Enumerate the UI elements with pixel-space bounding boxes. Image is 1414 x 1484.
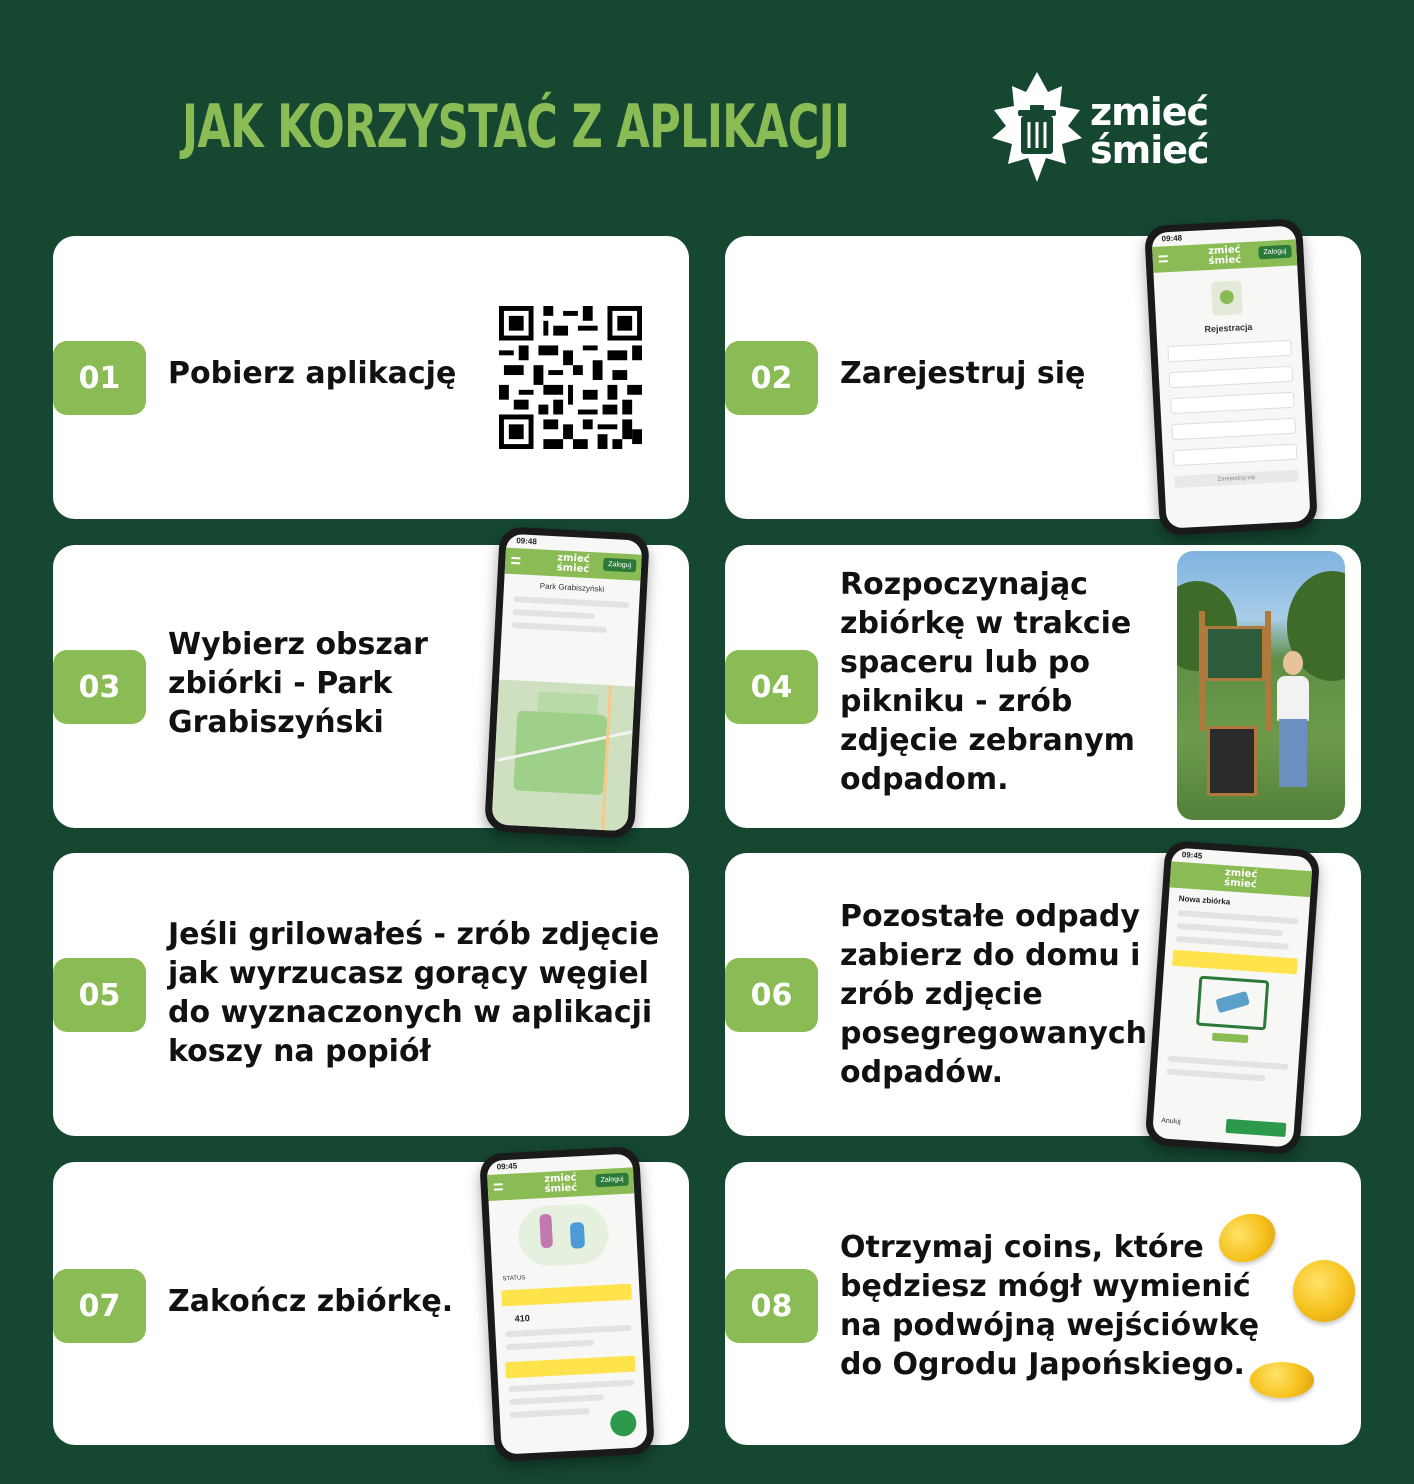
phone-registration: [1144, 218, 1318, 536]
cancel-button[interactable]: Anuluj: [1160, 1117, 1181, 1126]
coin-icon: [1293, 1260, 1355, 1322]
app-logo: zmieć śmieć: [1223, 867, 1258, 891]
registration-title: Rejestracja: [1204, 321, 1253, 335]
logo-line-2: śmieć: [1090, 128, 1209, 172]
app-logo: zmieć śmieć: [556, 552, 590, 575]
step-text: Zarejestruj się: [840, 356, 1086, 391]
email-field[interactable]: [1169, 366, 1294, 388]
people-illustration: [517, 1203, 610, 1268]
phone-new-collection: [1145, 840, 1321, 1155]
menu-icon[interactable]: [1159, 255, 1168, 262]
phone-time: 09:48: [516, 536, 538, 547]
phone-time: 09:45: [1181, 850, 1203, 861]
step-text-line: na podwójną wejściówkę: [840, 1308, 1260, 1343]
step-text-line: koszy na popiół: [168, 1034, 431, 1069]
confirm-button[interactable]: [1226, 1119, 1287, 1137]
step-text-line: jak wyrzucasz gorący węgiel: [168, 956, 649, 991]
step-badge: 07: [53, 1269, 146, 1343]
step-text-line: odpadom.: [840, 762, 1009, 797]
step-badge: 08: [725, 1269, 818, 1343]
step-text-line: będziesz mógł wymienić: [840, 1269, 1251, 1304]
phone-time: 09:45: [496, 1161, 518, 1172]
step-badge: 04: [725, 650, 818, 724]
step-text-line: Otrzymaj coins, które: [840, 1230, 1204, 1265]
step-card-01: [53, 236, 689, 519]
park-title: Park Grabiszyński: [539, 581, 605, 594]
step-badge: 02: [725, 341, 818, 415]
step-text-line: posegregowanych: [840, 1016, 1148, 1051]
step-badge: 03: [53, 650, 146, 724]
step-text-line: spaceru lub po: [840, 645, 1090, 680]
stat-value: 410: [514, 1312, 530, 1324]
app-logo: zmieć śmieć: [1207, 244, 1242, 268]
nickname-field[interactable]: [1173, 444, 1298, 466]
status-label: STATUS: [502, 1275, 526, 1283]
step-text-line: do wyznaczonych w aplikacji: [168, 995, 653, 1030]
app-logo: zmieć śmieć: [543, 1172, 578, 1196]
menu-icon[interactable]: [494, 1183, 503, 1190]
login-button[interactable]: Zaloguj: [595, 1173, 629, 1188]
login-button[interactable]: Zaloguj: [603, 558, 637, 573]
repeat-password-field[interactable]: [1171, 418, 1296, 440]
step-text-line: zabierz do domu i: [840, 938, 1141, 973]
document-check-icon: [1211, 280, 1243, 316]
coin-icon: [1250, 1362, 1314, 1398]
step-card-05: [53, 853, 689, 1136]
step-text-line: Jeśli grilowałeś - zrób zdjęcie: [168, 917, 660, 952]
qr-code: [499, 306, 642, 449]
step-text: Zakończ zbiórkę.: [168, 1284, 454, 1319]
step-text: [840, 897, 1147, 1092]
register-button[interactable]: Zarejestruj się: [1174, 470, 1298, 488]
step-text-line: zrób zdjęcie: [840, 977, 1043, 1012]
phone-time: 09:48: [1161, 233, 1183, 244]
step-text-line: zdjęcie zebranym: [840, 723, 1135, 758]
step-text-line: do Ogrodu Japońskiego.: [840, 1347, 1245, 1382]
step-text-line: pikniku - zrób: [840, 684, 1073, 719]
step-text: [840, 1228, 1259, 1384]
step-badge: 05: [53, 958, 146, 1032]
step-badge: 01: [53, 341, 146, 415]
phone-park: [484, 526, 650, 838]
page-title: JAK KORZYSTAĆ Z APLIKACJI: [182, 92, 850, 162]
step-text: [840, 565, 1135, 799]
brand-logo: [990, 70, 1220, 185]
step-text: Pobierz aplikację: [168, 356, 457, 391]
logo-line-1: zmieć: [1090, 90, 1209, 134]
step-text: [168, 625, 428, 742]
name-field[interactable]: [1167, 340, 1292, 362]
menu-icon[interactable]: [511, 557, 520, 564]
park-map[interactable]: [491, 679, 634, 831]
step-text-line: odpadów.: [840, 1055, 1004, 1090]
leaf-trash-icon: [990, 70, 1085, 185]
step-text-line: Grabiszyński: [168, 705, 384, 740]
step-card-08: [725, 1162, 1361, 1445]
phone-finish: [479, 1146, 655, 1462]
new-collection-title: Nowa zbiórka: [1178, 894, 1231, 907]
step-text-line: Pozostałe odpady: [840, 899, 1140, 934]
step-text-line: Rozpoczynając: [840, 567, 1088, 602]
photo-button[interactable]: [1211, 1033, 1247, 1043]
step-badge: 06: [725, 958, 818, 1032]
step-text: [168, 915, 659, 1071]
step-text-line: zbiórki - Park: [168, 666, 393, 701]
login-button[interactable]: Zaloguj: [1258, 245, 1292, 260]
park-photo: [1177, 551, 1345, 820]
password-field[interactable]: [1170, 392, 1295, 414]
step-text-line: zbiórkę w trakcie: [840, 606, 1132, 641]
camera-frame-icon: [1195, 976, 1268, 1031]
leaf-fab-icon[interactable]: [610, 1410, 637, 1437]
step-text-line: Wybierz obszar: [168, 627, 428, 662]
